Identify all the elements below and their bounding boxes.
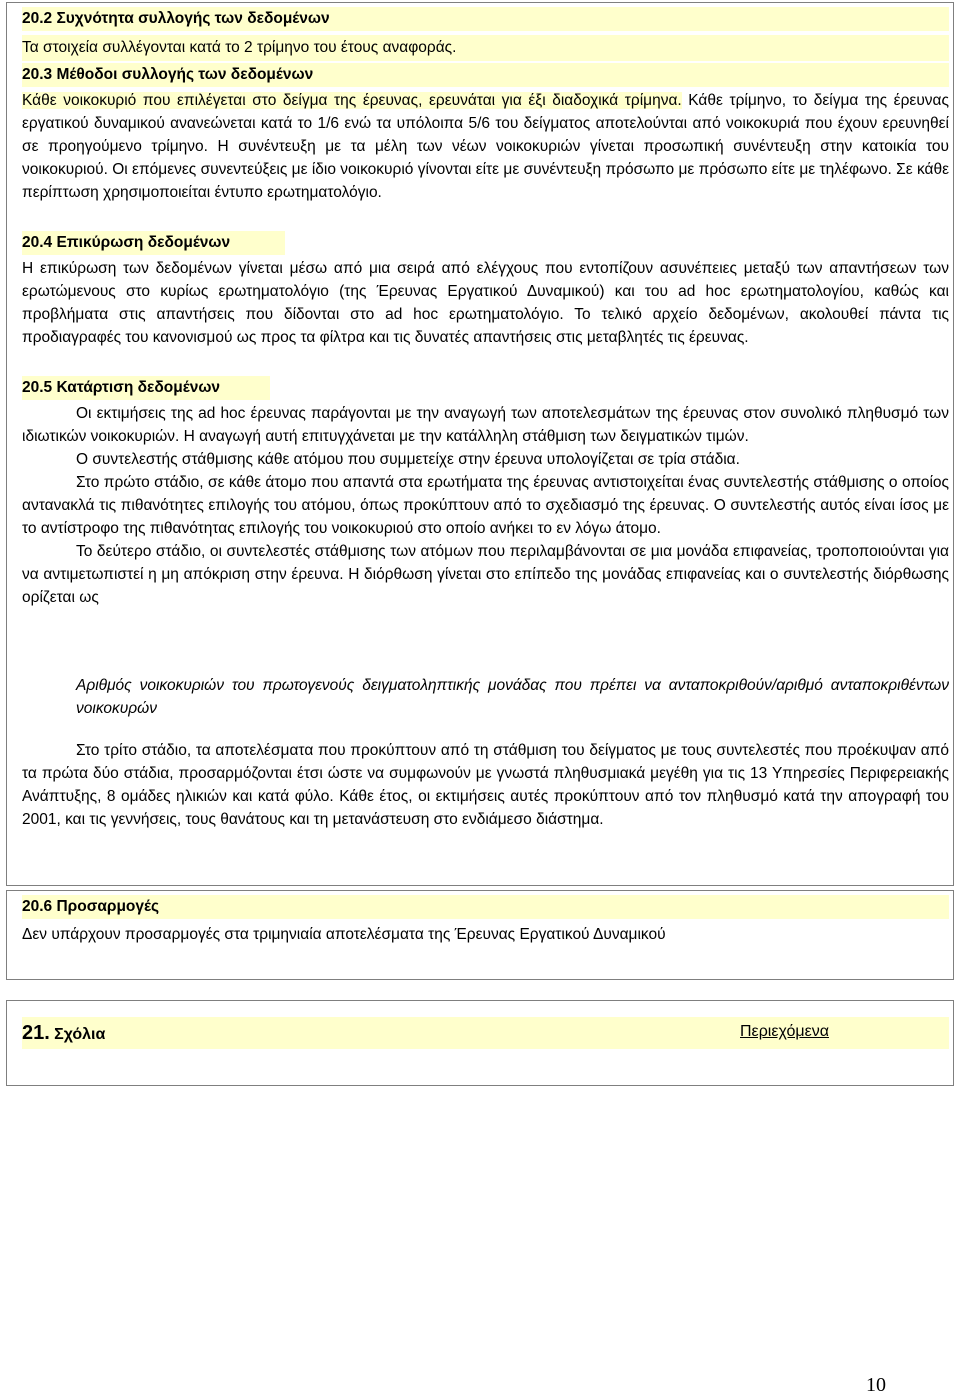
heading-20-4: 20.4 Επικύρωση δεδομένων: [22, 231, 285, 255]
compilation-paragraph-5: Στο τρίτο στάδιο, τα αποτελέσματα που προκύπτουν από τη στάθμιση του δείγματος με τους συντελεστές που προέκυψαν από τα πρώτα δύο στάδια, προσαρμόζονται έτσι ώστε να συμφωνούν με γνωστά πληθυσμιακά μεγέθη για τις 13 Υπηρεσίες Περιφερειακής Ανάπτυξης, 8 ομάδες ηλικιών και κατά φύλο. Κάθε έτος, οι εκτιμήσεις αυτές προκύπτουν από τον πληθυσμό κατά την απογραφή του 2001, και τις γεννήσεις, τους θανάτους και τη μετανάστευση στο ενδιάμεσο διάστημα.: [22, 742, 949, 828]
heading-20-6: 20.6 Προσαρμογές: [22, 895, 949, 919]
heading-20-2: 20.2 Συχνότητα συλλογής των δεδομένων: [22, 7, 949, 31]
section-frame-21: [6, 1000, 954, 1086]
heading-21-title: Σχόλια: [54, 1026, 106, 1043]
collection-methods-body: Κάθε τρίμηνο, το δείγμα της έρευνας εργατικού δυναμικού ανανεώνεται κατά το 1/6 ενώ τα υπόλοιπα 5/6 του δείγματος αποτελούνται από νοικοκυριά που έχουν ερευνηθεί σε προηγούμενο τρίμηνο. Η συνέντευξη με τα μέλη των νέων νοικοκυριών γίνεται προσωπική συνέντευξη στην κατοικία του νοικοκυριού. Οι επόμενες συνεντεύξεις με ίδιο νοικοκυριό γίνονται είτε με συνέντευξη πρόσωπο με πρόσωπο είτε με τηλέφωνο. Σε κάθε περίπτωση χρησιμοποιείται έντυπο ερωτηματολόγιο.: [22, 92, 949, 201]
compilation-text: [22, 402, 949, 609]
compilation-paragraph-4: Το δεύτερο στάδιο, οι συντελεστές στάθμισης των ατόμων που περιλαμβάνονται σε μια μονάδα επιφανείας, τροποποιούνται για να αντιμετωπιστεί η μη απόκριση στην έρευνα. Η διόρθωση γίνεται στο επίπεδο της μονάδας επιφανείας και ο συντελεστής διόρθωσης ορίζεται ως: [22, 543, 949, 606]
adjustments-text: Δεν υπάρχουν προσαρμογές στα τριμηνιαία αποτελέσματα της Έρευνας Εργατικού Δυναμικού: [22, 926, 666, 943]
heading-20-5: 20.5 Κατάρτιση δεδομένων: [22, 376, 270, 400]
compilation-paragraph-3: Στο πρώτο στάδιο, σε κάθε άτομο που απαντά στα ερωτήματα της έρευνας αντιστοιχείται ένας συντελεστής στάθμισης ο οποίος αντανακλά τις πιθανότητες επιλογής του ατόμου, όπως προκύπτουν από το σχεδιασμό της έρευνας. Ο συντελεστής αυτός είναι ίσος με το αντίστροφο της πιθανότητας επιλογής του νοικοκυριού στο οποίο ανήκει το εν λόγω άτομο.: [22, 474, 949, 537]
compilation-paragraph-5-wrap: [22, 739, 949, 831]
section-frame-20-6: [6, 890, 954, 980]
validation-text: Η επικύρωση των δεδομένων γίνεται μέσω από μια σειρά από ελέγχους που εντοπίζουν ασυνέπειες μεταξύ των απαντήσεων των ερωτώμενους στο κυρίως ερωτηματολόγιο (της Έρευνας Εργατικού Δυναμικού) και του ad hoc ερωτηματολογίου, καθώς και προβλήματα στις απαντήσεις που δίδονται στο ad hoc ερωτηματολόγιο. Το τελικό αρχείο δεδομένων, ακολουθεί πάντα τις προδιαγραφές του κανονισμού ως προς τα φίλτρα και τις δυνατές απαντήσεις στις μεταβλητές τις έρευνας.: [22, 260, 949, 346]
collection-methods-highlight: Κάθε νοικοκυριό που επιλέγεται στο δείγμα της έρευνας, ερευνάται για έξι διαδοχικά τρίμηνα.: [22, 92, 682, 109]
collection-methods-text: [22, 89, 949, 204]
heading-20-3: 20.3 Μέθοδοι συλλογής των δεδομένων: [22, 63, 949, 87]
frequency-text: Τα στοιχεία συλλέγονται κατά το 2 τρίμηνο του έτους αναφοράς.: [22, 35, 949, 61]
page-number: 10: [866, 1374, 886, 1396]
compilation-paragraph-1: Οι εκτιμήσεις της ad hoc έρευνας παράγονται με την αναγωγή των αποτελεσμάτων της έρευνας στον συνολικό πληθυσμό των ιδιωτικών νοικοκυριών. Η αναγωγή αυτή επιτυγχάνεται με την κατάλληλη στάθμιση των δειγματικών τιμών.: [22, 405, 949, 445]
weighting-formula: Αριθμός νοικοκυριών του πρωτογενούς δειγματοληπτικής μονάδας που πρέπει να ανταποκριθούν/αριθμό ανταποκριθέντων νοικοκυρών: [76, 677, 949, 717]
contents-link[interactable]: Περιεχόμενα: [740, 1023, 829, 1040]
section-frame-20: [6, 2, 954, 886]
heading-21-number: 21.: [22, 1022, 50, 1044]
compilation-paragraph-2: Ο συντελεστής στάθμισης κάθε ατόμου που συμμετείχε στην έρευνα υπολογίζεται σε τρία στάδια.: [76, 451, 740, 468]
